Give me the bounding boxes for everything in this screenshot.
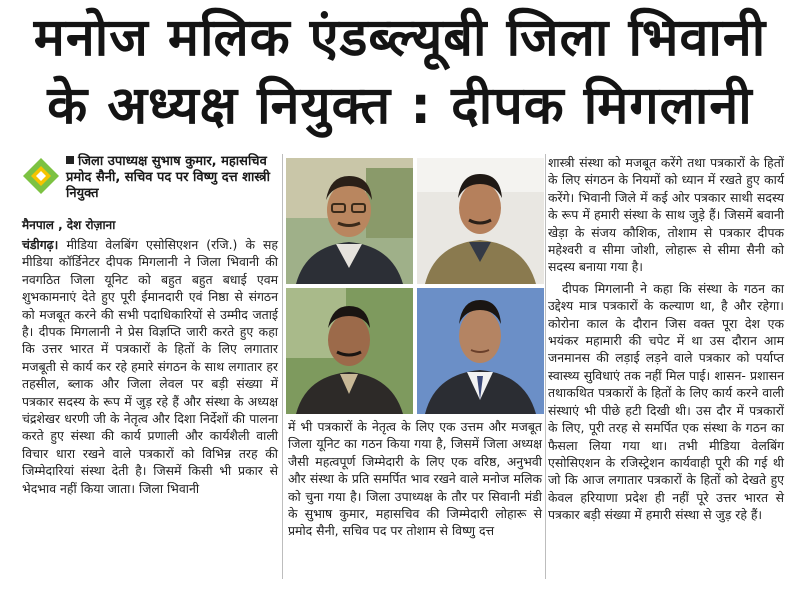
column-1-text: मीडिया वेलबिंग एसोसिएशन (रजि.) के सह मीडिया कॉर्डिनेटर दीपक मिगलानी ने जिला भिवानी की नवगठित जिला यूनिट को बहुत बहुत बधाई एवम शुभकामनाएं देते हुए पूरी ईमानदारी एवं निष्ठा से संगठन को मजबूत करने की सभी पदाधिकारियों से उम्मीद जताई है। दीपक मिगलानी ने प्रेस विज्ञप्ति जारी करते हुए कहा कि उत्तर भारत में पत्रकारों के हितों के लिए लगातार मजबूती से कार्य कर रहे हमारे संगठन के साथ लगातार हर तहसील, ब्लाक और जिला लेवल पर बड़ी संख्या में पत्रकार सदस्य के रूप में जुड़ रहे हैं और संस्था के अध्यक्ष चंद्रशेखर धरणी जी के नेतृत्व और दिशा निर्देशों की पालना करते हुए संस्था की कार्य प्रणाली और कार्यशैली वाली विचार धारा रखने वाले पत्रकारों को विभिन्न तरह की जिम्मेदारियां संस्था देती है। जिसमें किसी भी प्रकार से भेदभाव नहीं किया जाता। जिला भिवानी (22, 237, 278, 496)
portrait-photo-2 (417, 158, 544, 284)
article-column-1 (22, 236, 278, 497)
column-3-paragraph-1: शास्त्री संस्था को मजबूत करेंगे तथा पत्रकारों के हितों के लिए संगठन के नियमों को ध्यान में रखते हुए कार्य करेंगे। भिवानी जिले में कई ओर पत्रकार साथी सदस्य के रूप में हमारी संस्था के साथ जुड़े हैं। जिसमें बवानी खेड़ा के संजय कौशिक, तोशाम से पत्रकार दीपक महेश्वरी व सीमा जोशी, लोहारू से सीमा सैनी को सदस्य बनाया गया है। (548, 155, 784, 275)
diamond-logo-icon (22, 157, 60, 195)
column-3-paragraph-2: दीपक मिगलानी ने कहा कि संस्था के गठन का उद्देश्य मात्र पत्रकारों के कल्याण था, है और रहेगा। कोरोना काल के दौरान जिस वक्त पूरा देश एक भयंकर महामारी की चपेट में था उस दौरान आम जनमानस की लड़ाई लड़ने वाले पत्रकार को पर्याप्त स्वास्थ्य सुविधाएं तक नहीं मिल पाई। शासन- प्रशासन तथाकथित पत्रकारों के हितों के लिए कार्य करने वाली संस्थाएं भी पीछे हटी दिखी थी। उस दौर में पत्रकारों के लिए, पूरी तरह से समर्पित एक संस्था के गठन का फैसला लिया गया था। तभी मीडिया वेलबिंग एसोसिएशन के रजिस्ट्रेशन कार्यवाही पूरी की गई थी जो कि आज लगातार पत्रकारों के हितों को देखते हुए केवल हरियाणा प्रदेश ही नहीं पूरे उत्तर भारत से पत्रकार बड़ी संख्या में हमारी संस्था से जुड़ रहे हैं। (548, 280, 784, 523)
column-divider (545, 154, 546, 579)
portrait-photo-3 (286, 288, 413, 414)
column-divider (282, 154, 283, 579)
headline-line-2: के अध्यक्ष नियुक्त : दीपक मिगलानी (47, 76, 753, 136)
column-2-text: में भी पत्रकारों के नेतृत्व के लिए एक उत्तम और मजबूत जिला यूनिट का गठन किया गया है, जिसमें जिला अध्यक्ष जैसी महत्वपूर्ण जिम्मेदारी के लिए एक वरिष्ठ, अनुभवी और संस्था के प्रति समर्पित भाव रखने वाले मनोज मलिक को चुना गया है। जिला उपाध्यक्ष के तौर पर सिवानी मंडी के सुभाष कुमार, महासचिव की जिम्मेदारी लोहारू से प्रमोद सैनी, सचिव पद पर तोशाम से विष्णु दत्त (288, 419, 542, 539)
headline (0, 0, 800, 148)
photo-grid (286, 158, 544, 414)
portrait-photo-1 (286, 158, 413, 284)
byline: मैनपाल , देश रोज़ाना (22, 218, 116, 232)
square-bullet-icon (66, 156, 74, 164)
article-column-3 (548, 154, 784, 524)
headline-line-1: मनोज मलिक एंडब्ल्यूबी जिला भिवानी (33, 8, 767, 68)
article-column-2 (288, 418, 542, 540)
portrait-photo-4 (417, 288, 544, 414)
subheadline (66, 154, 276, 202)
subheadline-text: जिला उपाध्यक्ष सुभाष कुमार, महासचिव प्रमोद सैनी, सचिव पद पर विष्णु दत्त शास्त्री नियुक्त (66, 154, 270, 201)
dateline: चंडीगढ़। (22, 237, 59, 252)
